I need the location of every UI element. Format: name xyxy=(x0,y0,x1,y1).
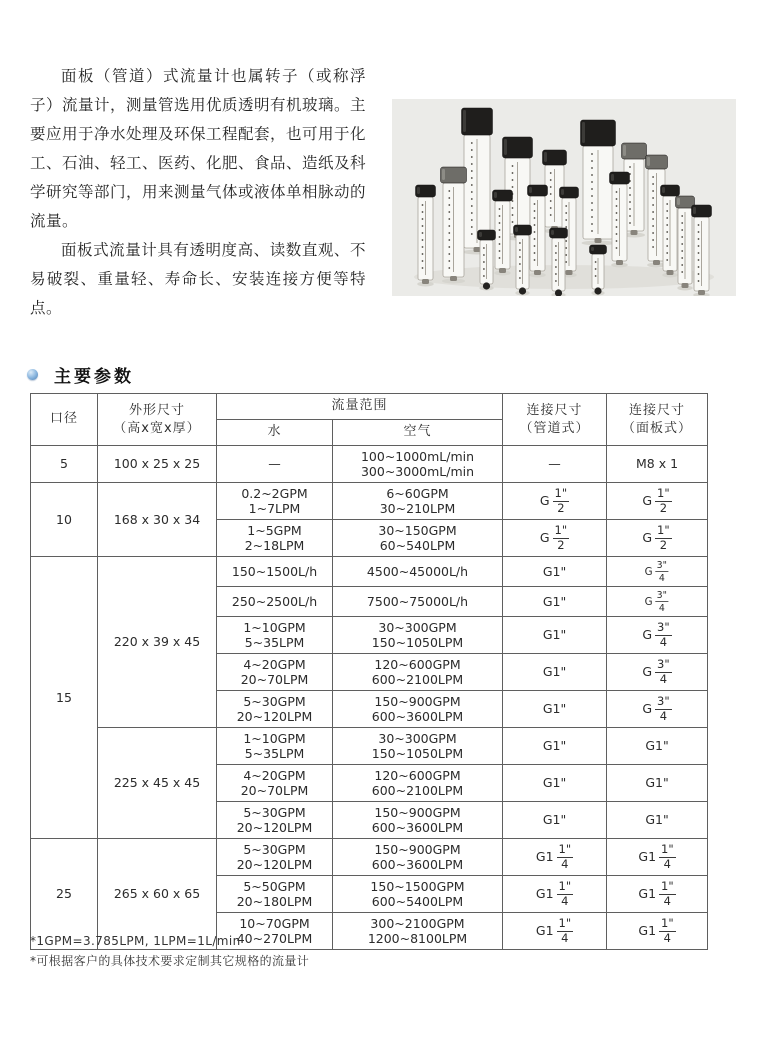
water-flow-cell: 1~5GPM 2~18LPM xyxy=(217,520,333,557)
col-header-air: 空气 xyxy=(333,420,503,446)
air-flow-cell: 30~300GPM 150~1050LPM xyxy=(333,617,503,654)
footnotes xyxy=(30,931,309,971)
water-flow-cell: 1~10GPM 5~35LPM xyxy=(217,728,333,765)
air-flow-cell: 150~900GPM 600~3600LPM xyxy=(333,691,503,728)
water-flow-cell: 1~10GPM 5~35LPM xyxy=(217,617,333,654)
water-flow-cell: 5~50GPM 20~180LPM xyxy=(217,876,333,913)
pipe-connection-cell: G1" xyxy=(503,728,607,765)
col-header-panel-connection xyxy=(607,394,708,446)
water-flow-cell: 0.2~2GPM 1~7LPM xyxy=(217,483,333,520)
intro-text xyxy=(30,62,366,323)
footnote-1: *1GPM=3.785LPM, 1LPM=1L/min xyxy=(30,934,241,948)
water-flow-cell: — xyxy=(217,446,333,483)
table-row xyxy=(31,557,708,587)
panel-connection-cell: G $\frac{1"}{2}$ xyxy=(607,520,708,557)
panel-connection-cell: M8 x 1 xyxy=(607,446,708,483)
water-flow-cell: 10~70GPM 40~270LPM xyxy=(217,913,333,950)
air-flow-cell: 150~900GPM 600~3600LPM xyxy=(333,802,503,839)
table-row xyxy=(31,483,708,520)
air-flow-cell: 100~1000mL/min 300~3000mL/min xyxy=(333,446,503,483)
pipe-connection-cell: G1" xyxy=(503,691,607,728)
pipe-connection-cell: G1 $\frac{1"}{4}$ xyxy=(503,839,607,876)
air-flow-cell: 150~900GPM 600~3600LPM xyxy=(333,839,503,876)
air-flow-cell: 300~2100GPM 1200~8100LPM xyxy=(333,913,503,950)
air-flow-cell: 4500~45000L/h xyxy=(333,557,503,587)
col-header-dimensions-line1: 外形尺寸 xyxy=(128,402,185,418)
water-flow-cell: 4~20GPM 20~70LPM xyxy=(217,654,333,691)
header-row-1 xyxy=(31,394,708,420)
col-header-pipe-line1: 连接尺寸 xyxy=(526,402,583,418)
water-flow-cell: 5~30GPM 20~120LPM xyxy=(217,839,333,876)
col-header-pipe-connection xyxy=(503,394,607,446)
pipe-connection-cell: G $\frac{1"}{2}$ xyxy=(503,520,607,557)
product-photo-svg xyxy=(392,99,736,296)
dims-cell: 265 x 60 x 65 xyxy=(98,839,217,950)
pipe-connection-cell: G1" xyxy=(503,557,607,587)
water-flow-cell: 250~2500L/h xyxy=(217,587,333,617)
panel-connection-cell: G1" xyxy=(607,728,708,765)
water-flow-cell: 150~1500L/h xyxy=(217,557,333,587)
footnote-2: *可根据客户的具体技术要求定制其它规格的流量计 xyxy=(30,954,310,968)
pipe-connection-cell: — xyxy=(503,446,607,483)
col-header-panel-line1: 连接尺寸 xyxy=(629,402,686,418)
panel-connection-cell: G $\frac{3"}{4}$ xyxy=(607,617,708,654)
table-row xyxy=(31,446,708,483)
intro-paragraph-1: 面板（管道）式流量计也属转子（或称浮子）流量计，测量管选用优质透明有机玻璃。主要应用于净水处理及环保工程配套，也可用于化工、石油、轻工、医药、化肥、食品、造纸及科学研究等部门，用来测量气体或液体单相脉动的流量。 xyxy=(30,67,367,230)
col-header-diameter: 口径 xyxy=(31,394,98,446)
col-header-panel-line2: （面板式） xyxy=(622,420,693,436)
diameter-cell: 25 xyxy=(31,839,98,950)
pipe-connection-cell: G1" xyxy=(503,802,607,839)
panel-connection-cell: G1" xyxy=(607,765,708,802)
dims-cell: 220 x 39 x 45 xyxy=(98,557,217,728)
pipe-connection-cell: G1" xyxy=(503,765,607,802)
diameter-cell: 10 xyxy=(31,483,98,557)
panel-connection-cell: G $\frac{3"}{4}$ xyxy=(607,587,708,617)
panel-connection-cell: G1 $\frac{1"}{4}$ xyxy=(607,839,708,876)
pipe-connection-cell: G1 $\frac{1"}{4}$ xyxy=(503,913,607,950)
air-flow-cell: 7500~75000L/h xyxy=(333,587,503,617)
pipe-connection-cell: G1" xyxy=(503,654,607,691)
pipe-connection-cell: G $\frac{1"}{2}$ xyxy=(503,483,607,520)
pipe-connection-cell: G1 $\frac{1"}{4}$ xyxy=(503,876,607,913)
parameters-table-body xyxy=(31,446,708,950)
dims-cell: 225 x 45 x 45 xyxy=(98,728,217,839)
panel-connection-cell: G $\frac{3"}{4}$ xyxy=(607,691,708,728)
col-header-flow-range: 流量范围 xyxy=(217,394,503,420)
panel-connection-cell: G $\frac{3"}{4}$ xyxy=(607,557,708,587)
section-bullet-icon xyxy=(27,369,38,380)
diameter-cell: 15 xyxy=(31,557,98,839)
parameters-table-header xyxy=(31,394,708,446)
air-flow-cell: 30~150GPM 60~540LPM xyxy=(333,520,503,557)
air-flow-cell: 30~300GPM 150~1050LPM xyxy=(333,728,503,765)
air-flow-cell: 6~60GPM 30~210LPM xyxy=(333,483,503,520)
col-header-dimensions xyxy=(98,394,217,446)
section-title: 主要参数 xyxy=(54,367,134,387)
col-header-water: 水 xyxy=(217,420,333,446)
water-flow-cell: 5~30GPM 20~120LPM xyxy=(217,802,333,839)
pipe-connection-cell: G1" xyxy=(503,587,607,617)
panel-connection-cell: G1 $\frac{1"}{4}$ xyxy=(607,913,708,950)
air-flow-cell: 120~600GPM 600~2100LPM xyxy=(333,765,503,802)
pipe-connection-cell: G1" xyxy=(503,617,607,654)
dims-cell: 168 x 30 x 34 xyxy=(98,483,217,557)
section-header xyxy=(27,362,134,387)
air-flow-cell: 150~1500GPM 600~5400LPM xyxy=(333,876,503,913)
panel-connection-cell: G1 $\frac{1"}{4}$ xyxy=(607,876,708,913)
table-row xyxy=(31,728,708,765)
panel-connection-cell: G $\frac{3"}{4}$ xyxy=(607,654,708,691)
dims-cell: 100 x 25 x 25 xyxy=(98,446,217,483)
diameter-cell: 5 xyxy=(31,446,98,483)
col-header-pipe-line2: （管道式） xyxy=(519,420,590,436)
panel-connection-cell: G1" xyxy=(607,802,708,839)
parameters-table xyxy=(30,393,708,950)
water-flow-cell: 4~20GPM 20~70LPM xyxy=(217,765,333,802)
product-photo xyxy=(392,99,736,296)
table-row xyxy=(31,839,708,876)
water-flow-cell: 5~30GPM 20~120LPM xyxy=(217,691,333,728)
col-header-dimensions-line2: （高x宽x厚） xyxy=(113,420,201,436)
air-flow-cell: 120~600GPM 600~2100LPM xyxy=(333,654,503,691)
intro-paragraph-2: 面板式流量计具有透明度高、读数直观、不易破裂、重量轻、寿命长、安装连接方便等特点。 xyxy=(30,241,366,317)
panel-connection-cell: G $\frac{1"}{2}$ xyxy=(607,483,708,520)
